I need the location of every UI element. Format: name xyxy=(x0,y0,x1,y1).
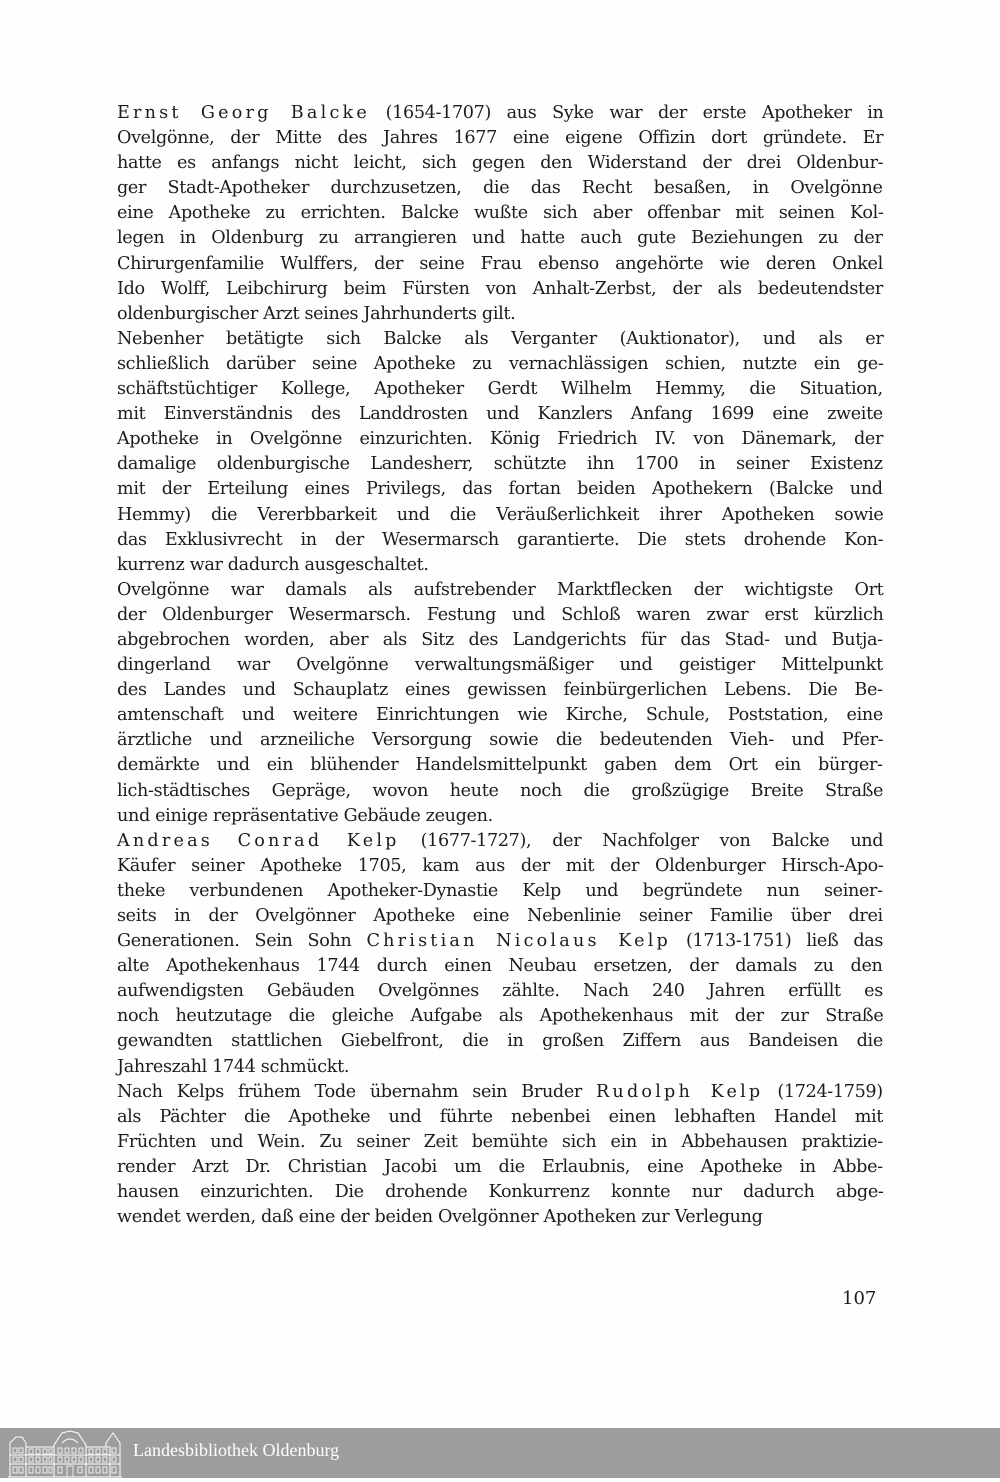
text-line xyxy=(117,226,883,251)
text-run: eine Apotheke zu errichten. Balcke wußte sich aber offenbar mit seinen Kol- xyxy=(117,203,884,224)
text-run: mit Einverständnis des Landdrosten und Kanzlers Anfang 1699 eine zweite xyxy=(117,404,883,425)
text-run: Früchten und Wein. Zu seiner Zeit bemühte sich ein in Abbehausen praktizie- xyxy=(117,1131,883,1152)
text-line xyxy=(117,1130,883,1155)
library-building-icon xyxy=(6,1429,124,1478)
text-line xyxy=(117,1155,883,1180)
text-line xyxy=(117,302,883,327)
text-line xyxy=(117,1105,883,1130)
person-name: Andreas Conrad Kelp xyxy=(117,830,400,851)
text-line xyxy=(117,628,883,653)
text-run: (1654-1707) aus Syke war der erste Apotheker in xyxy=(369,103,884,123)
text-line xyxy=(117,176,883,201)
person-name: Christian Nicolaus Kelp xyxy=(366,931,672,952)
page-number: 107 xyxy=(842,1288,877,1309)
text-line xyxy=(117,377,883,402)
text-run: das Exklusivrecht in der Wesermarsch garantierte. Die stets drohende Kon- xyxy=(117,529,884,550)
text-line xyxy=(117,854,883,879)
text-line xyxy=(117,327,883,352)
text-run: seits in der Ovelgönner Apotheke eine Nebenlinie seiner Familie über drei xyxy=(117,906,883,926)
text-run: noch heutzutage die gleiche Aufgabe als Apothekenhaus mit der zur Straße xyxy=(117,1006,884,1027)
text-line xyxy=(117,553,883,578)
text-run: damalige oldenburgische Landesherr, schützte ihn 1700 in seiner Existenz xyxy=(117,454,883,475)
text-line xyxy=(117,728,883,753)
text-line xyxy=(117,252,883,277)
text-line xyxy=(117,753,883,778)
text-run: Jahreszahl 1744 schmückt. xyxy=(117,1056,350,1077)
text-run: alte Apothekenhaus 1744 durch einen Neubau ersetzen, der damals zu den xyxy=(117,956,883,977)
text-line xyxy=(117,477,883,502)
text-run: render Arzt Dr. Christian Jacobi um die Erlaubnis, eine Apotheke in Abbe- xyxy=(117,1156,883,1177)
text-run: des Landes und Schauplatz eines gewissen feinbürgerlichen Lebens. Die Be- xyxy=(117,680,883,701)
person-name: Rudolph Kelp xyxy=(595,1081,764,1102)
text-run: (1677-1727), der Nachfolger von Balcke und xyxy=(399,830,884,851)
text-line xyxy=(117,427,883,452)
text-line xyxy=(117,979,883,1004)
text-run: abgebrochen worden, aber als Sitz des Landgerichts für das Stad- und Butja- xyxy=(117,629,883,650)
text-run: Nebenher betätigte sich Balcke als Verganter (Auktionator), und als er xyxy=(117,328,884,349)
text-run: ärztliche und arzneiliche Versorgung sowie die bedeutenden Vieh- und Pfer- xyxy=(117,730,884,751)
text-line xyxy=(117,528,883,553)
text-line xyxy=(117,402,883,427)
text-line xyxy=(117,1205,883,1230)
text-run: schließlich darüber seine Apotheke zu vernachlässigen schien, nutzte ein ge- xyxy=(117,353,884,374)
text-line xyxy=(117,678,883,703)
text-line xyxy=(117,954,883,979)
text-run: ger Stadt-Apotheker durchzusetzen, die das Recht besaßen, in Ovelgönne xyxy=(117,178,883,199)
text-line xyxy=(117,1180,883,1205)
text-line xyxy=(117,277,883,302)
text-run: (1724-1759) xyxy=(763,1081,883,1102)
text-line xyxy=(117,126,883,151)
text-run: und einige repräsentative Gebäude zeugen. xyxy=(117,805,493,826)
text-line xyxy=(117,1029,883,1054)
text-run: der Oldenburger Wesermarsch. Festung und Schloß waren zwar erst kürzlich xyxy=(117,604,884,625)
text-run: Generationen. Sein Sohn xyxy=(117,931,367,952)
body-text xyxy=(117,101,883,1230)
text-line xyxy=(117,829,883,854)
text-run: legen in Oldenburg zu arrangieren und hatte auch gute Beziehungen zu der xyxy=(117,228,883,249)
text-line xyxy=(117,779,883,804)
text-run: Apotheke in Ovelgönne einzurichten. König Friedrich IV. von Dänemark, der xyxy=(117,429,884,450)
text-run: Hemmy) die Vererbbarkeit und die Veräußerlichkeit ihrer Apotheken sowie xyxy=(117,504,884,525)
text-line xyxy=(117,1080,883,1105)
text-run: Chirurgenfamilie Wulffers, der seine Frau ebenso angehörte wie deren Onkel xyxy=(117,253,883,274)
text-line xyxy=(117,904,883,929)
text-run: kurrenz war dadurch ausgeschaltet. xyxy=(117,554,429,575)
text-run: Ido Wolff, Leibchirurg beim Fürsten von Anhalt-Zerbst, der als bedeutendster xyxy=(117,278,883,299)
text-run: hatte es anfangs nicht leicht, sich gegen den Widerstand der drei Oldenbur- xyxy=(117,153,884,174)
text-line xyxy=(117,879,883,904)
text-run: aufwendigsten Gebäuden Ovelgönnes zählte. Nach 240 Jahren erfüllt es xyxy=(117,981,883,1002)
text-run: Käufer seiner Apotheke 1705, kam aus der mit der Oldenburger Hirsch-Apo- xyxy=(117,855,884,876)
text-run: mit der Erteilung eines Privilegs, das fortan beiden Apothekern (Balcke und xyxy=(117,479,883,500)
text-line xyxy=(117,352,883,377)
text-run: oldenburgischer Arzt seines Jahrhunderts gilt. xyxy=(117,303,516,324)
text-run: wendet werden, daß eine der beiden Ovelgönner Apotheken zur Verlegung xyxy=(117,1207,763,1228)
text-run: Ovelgönne war damals als aufstrebender Marktflecken der wichtigste Ort xyxy=(117,579,884,600)
text-run: hausen einzurichten. Die drohende Konkurrenz konnte nur dadurch abge- xyxy=(117,1182,884,1203)
text-run: amtenschaft und weitere Einrichtungen wie Kirche, Schule, Poststation, eine xyxy=(117,705,883,726)
text-run: dingerland war Ovelgönne verwaltungsmäßiger und geistiger Mittelpunkt xyxy=(117,655,883,676)
text-line xyxy=(117,503,883,528)
text-line xyxy=(117,452,883,477)
person-name: Ernst Georg Balcke xyxy=(117,103,370,123)
text-line xyxy=(117,929,883,954)
text-line xyxy=(117,703,883,728)
text-line xyxy=(117,151,883,176)
text-line xyxy=(117,1055,883,1080)
text-line xyxy=(117,603,883,628)
text-line xyxy=(117,653,883,678)
text-run: (1713-1751) ließ das xyxy=(671,931,884,952)
text-run: Nach Kelps frühem Tode übernahm sein Bruder xyxy=(117,1081,596,1102)
text-line xyxy=(117,578,883,603)
text-line xyxy=(117,1004,883,1029)
library-name: Landesbibliothek Oldenburg xyxy=(133,1440,340,1460)
library-footer-bar xyxy=(0,1428,1000,1478)
text-line xyxy=(117,101,883,126)
text-run: gewandten stattlichen Giebelfront, die in großen Ziffern aus Bandeisen die xyxy=(117,1031,883,1052)
text-line xyxy=(117,804,883,829)
text-run: lich-städtisches Gepräge, wovon heute noch die großzügige Breite Straße xyxy=(117,780,884,801)
text-run: Ovelgönne, der Mitte des Jahres 1677 eine eigene Offizin dort gründete. Er xyxy=(117,128,884,149)
text-run: theke verbundenen Apotheker-Dynastie Kelp und begründete nun seiner- xyxy=(117,880,883,901)
text-run: als Pächter die Apotheke und führte nebenbei einen lebhaften Handel mit xyxy=(117,1106,884,1127)
text-run: demärkte und ein blühender Handelsmittelpunkt gaben dem Ort ein bürger- xyxy=(117,755,883,776)
text-line xyxy=(117,201,883,226)
text-run: schäftstüchtiger Kollege, Apotheker Gerdt Wilhelm Hemmy, die Situation, xyxy=(117,379,883,400)
